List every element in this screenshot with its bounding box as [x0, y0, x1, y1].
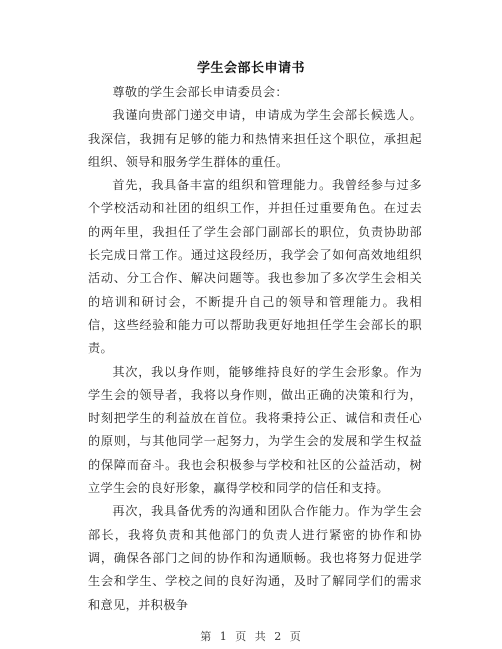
paragraph-example: 其次，我以身作则，能够维持良好的学生会形象。作为学生会的领导者，我将以身作则，做出正确的决策和行为，时刻把学生的利益放在首位。我将秉持公正、诚信和责任心的原则，与其他同学一起努力，为学生会的发展和学生权益的保障而奋斗。我也会积极参与学校和社区的公益活动，树立学生会的良好形象，赢得学校和同学的信任和支持。 — [88, 364, 422, 496]
page-number-footer: 第 1 页 共 2 页 — [200, 630, 302, 643]
paragraph-intro: 我谨向贵部门递交申请，申请成为学生会部长候选人。我深信，我拥有足够的能力和热情来担任这个职位，承担起组织、领导和服务学生群体的重任。 — [88, 108, 422, 169]
document-body — [88, 81, 422, 617]
paragraph-communication: 再次，我具备优秀的沟通和团队合作能力。作为学生会部长，我将负责和其他部门的负责人进行紧密的协作和协调，确保各部门之间的协作和沟通顺畅。我也将努力促进学生会和学生、学校之间的良好沟通，及时了解同学们的需求和意见，并积极争 — [88, 504, 422, 612]
document-title: 学生会部长申请书 — [196, 61, 305, 76]
salutation: 尊敬的学生会部长申请委员会： — [112, 85, 288, 99]
paragraph-organization: 首先，我具备丰富的组织和管理能力。我曾经参与过多个学校活动和社团的组织工作，并担任过重要角色。在过去的两年里，我担任了学生会部门副部长的职位，负责协助部长完成日常工作。通过这段经历，我学会了如何高效地组织活动、分工合作、解决问题等。我也参加了多次学生会相关的培训和研讨会，不断提升自己的领导和管理能力。我相信，这些经验和能力可以帮助我更好地担任学生会部长的职责。 — [88, 178, 422, 356]
